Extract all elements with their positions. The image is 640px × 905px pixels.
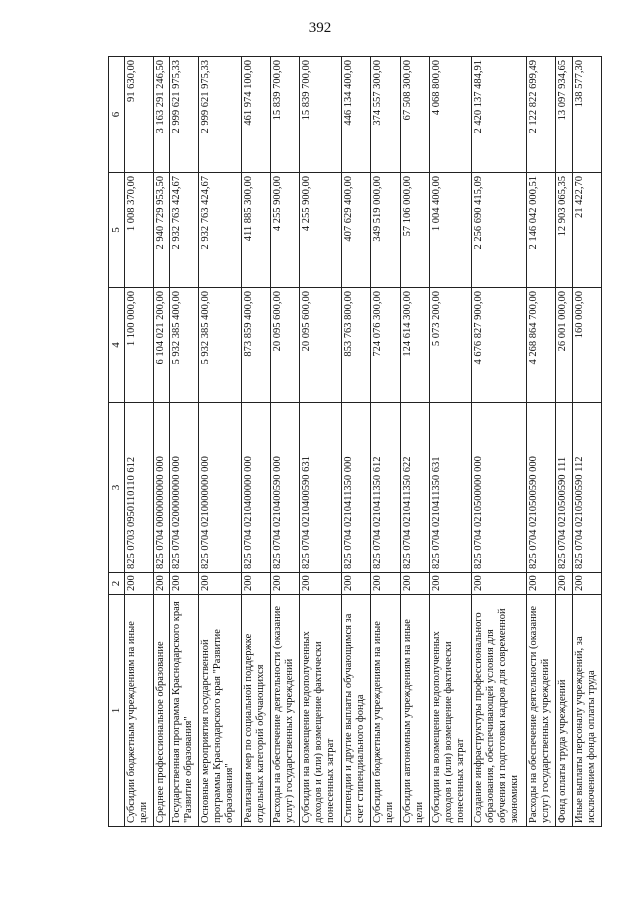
row-kind-cell: 200 <box>170 573 199 595</box>
row-rest-cell: 3 163 291 246,50 <box>153 57 169 173</box>
row-rest-cell: 2 999 621 975,33 <box>170 57 199 173</box>
row-kind-cell: 200 <box>241 573 270 595</box>
row-name-cell: Субсидии на возмещение недополученных доходов и (или) возмещение фактически понесенных затрат <box>429 595 471 827</box>
row-exec-cell: 12 903 065,35 <box>556 173 572 288</box>
row-kind-cell: 200 <box>429 573 471 595</box>
row-rest-cell: 374 557 300,00 <box>371 57 400 173</box>
row-rest-cell: 91 630,00 <box>124 57 153 173</box>
budget-table <box>108 56 602 827</box>
row-name-cell: Расходы на обеспечение деятельности (оказание услуг) государственных учреждений <box>270 595 299 827</box>
row-name-cell: Основные мероприятия государственной программы Краснодарского края "Развитие образования" <box>199 595 241 827</box>
row-name-cell: Стипендии и другие выплаты обучающимся за счет стипендиального фонда <box>342 595 371 827</box>
row-code-cell: 825 0704 0210000000 000 <box>199 403 241 573</box>
row-name-cell: Расходы на обеспечение деятельности (оказание услуг) государственных учреждений <box>527 595 556 827</box>
row-kind-cell: 200 <box>199 573 241 595</box>
row-name-cell: Субсидии автономным учреждениям на иные цели <box>400 595 429 827</box>
row-plan-cell: 4 676 827 900,00 <box>472 288 527 403</box>
row-exec-cell: 2 932 763 424,67 <box>199 173 241 288</box>
row-exec-cell: 411 885 300,00 <box>241 173 270 288</box>
row-code-cell: 825 0704 0210411350 622 <box>400 403 429 573</box>
row-rest-cell: 67 508 300,00 <box>400 57 429 173</box>
table-row <box>472 57 527 827</box>
row-code-cell: 825 0704 0210411350 000 <box>342 403 371 573</box>
row-plan-cell: 5 932 385 400,00 <box>170 288 199 403</box>
table-row <box>299 57 341 827</box>
table-row <box>199 57 241 827</box>
row-rest-cell: 15 839 700,00 <box>299 57 341 173</box>
row-code-cell: 825 0704 0210400000 000 <box>241 403 270 573</box>
row-exec-cell: 2 932 763 424,67 <box>170 173 199 288</box>
header-cell: 1 <box>109 595 125 827</box>
row-kind-cell: 200 <box>371 573 400 595</box>
row-exec-cell: 2 940 729 953,50 <box>153 173 169 288</box>
row-rest-cell: 461 974 100,00 <box>241 57 270 173</box>
table-row <box>241 57 270 827</box>
row-plan-cell: 4 268 864 700,00 <box>527 288 556 403</box>
table-row <box>371 57 400 827</box>
row-name-cell: Создание инфраструктуры профессионального образования, обеспечивающей условия для обучения и подготовки кадров для современной экономики <box>472 595 527 827</box>
row-kind-cell: 200 <box>556 573 572 595</box>
row-plan-cell: 873 859 400,00 <box>241 288 270 403</box>
row-name-cell: Среднее профессиональное образование <box>153 595 169 827</box>
row-code-cell: 825 0704 0210500000 000 <box>472 403 527 573</box>
header-row <box>109 57 125 827</box>
row-name-cell: Государственная программа Краснодарского края "Развитие образования" <box>170 595 199 827</box>
row-exec-cell: 57 106 000,00 <box>400 173 429 288</box>
table-row <box>556 57 572 827</box>
row-exec-cell: 1 008 370,00 <box>124 173 153 288</box>
row-kind-cell: 200 <box>527 573 556 595</box>
header-cell: 5 <box>109 173 125 288</box>
row-code-cell: 825 0703 0950110110 612 <box>124 403 153 573</box>
row-name-cell: Фонд оплаты труда учреждений <box>556 595 572 827</box>
row-rest-cell: 2 420 137 484,91 <box>472 57 527 173</box>
row-plan-cell: 160 000,00 <box>572 288 601 403</box>
table-row <box>572 57 601 827</box>
table-row <box>400 57 429 827</box>
row-plan-cell: 20 095 600,00 <box>270 288 299 403</box>
row-exec-cell: 4 255 900,00 <box>299 173 341 288</box>
row-code-cell: 825 0704 0210500590 111 <box>556 403 572 573</box>
row-name-cell: Иные выплаты персоналу учреждений, за исключением фонда оплаты труда <box>572 595 601 827</box>
row-code-cell: 825 0704 0210500590 112 <box>572 403 601 573</box>
row-kind-cell: 200 <box>472 573 527 595</box>
row-kind-cell: 200 <box>299 573 341 595</box>
header-cell: 2 <box>109 573 125 595</box>
row-name-cell: Субсидии бюджетным учреждениям на иные цели <box>124 595 153 827</box>
row-exec-cell: 1 004 400,00 <box>429 173 471 288</box>
rotated-table-container <box>108 57 602 827</box>
table-row <box>527 57 556 827</box>
header-cell: 4 <box>109 288 125 403</box>
row-plan-cell: 124 614 300,00 <box>400 288 429 403</box>
header-cell: 3 <box>109 403 125 573</box>
row-code-cell: 825 0704 0000000000 000 <box>153 403 169 573</box>
table-row <box>270 57 299 827</box>
row-plan-cell: 26 001 000,00 <box>556 288 572 403</box>
row-name-cell: Субсидии на возмещение недополученных доходов и (или) возмещение фактически понесенных затрат <box>299 595 341 827</box>
row-plan-cell: 5 932 385 400,00 <box>199 288 241 403</box>
row-rest-cell: 2 122 822 699,49 <box>527 57 556 173</box>
row-plan-cell: 724 076 300,00 <box>371 288 400 403</box>
row-kind-cell: 200 <box>124 573 153 595</box>
row-code-cell: 825 0704 0210411350 612 <box>371 403 400 573</box>
row-exec-cell: 349 519 000,00 <box>371 173 400 288</box>
page-number: 392 <box>308 20 332 36</box>
row-rest-cell: 446 134 400,00 <box>342 57 371 173</box>
row-name-cell: Субсидии бюджетным учреждениям на иные цели <box>371 595 400 827</box>
row-name-cell: Реализация мер по социальной поддержке отдельных категорий обучающихся <box>241 595 270 827</box>
row-code-cell: 825 0704 0210500590 000 <box>527 403 556 573</box>
row-kind-cell: 200 <box>270 573 299 595</box>
row-code-cell: 825 0704 0210400590 000 <box>270 403 299 573</box>
row-rest-cell: 2 999 621 975,33 <box>199 57 241 173</box>
row-exec-cell: 2 256 690 415,09 <box>472 173 527 288</box>
row-code-cell: 825 0704 0210411350 631 <box>429 403 471 573</box>
row-code-cell: 825 0704 0200000000 000 <box>170 403 199 573</box>
row-plan-cell: 5 073 200,00 <box>429 288 471 403</box>
row-exec-cell: 21 422,70 <box>572 173 601 288</box>
row-plan-cell: 20 095 600,00 <box>299 288 341 403</box>
row-kind-cell: 200 <box>153 573 169 595</box>
table-row <box>124 57 153 827</box>
row-exec-cell: 2 146 042 000,51 <box>527 173 556 288</box>
row-code-cell: 825 0704 0210400590 631 <box>299 403 341 573</box>
row-kind-cell: 200 <box>400 573 429 595</box>
row-rest-cell: 15 839 700,00 <box>270 57 299 173</box>
row-kind-cell: 200 <box>342 573 371 595</box>
row-rest-cell: 4 068 800,00 <box>429 57 471 173</box>
table-row <box>429 57 471 827</box>
header-cell: 6 <box>109 57 125 173</box>
row-exec-cell: 4 255 900,00 <box>270 173 299 288</box>
row-rest-cell: 138 577,30 <box>572 57 601 173</box>
row-exec-cell: 407 629 400,00 <box>342 173 371 288</box>
row-rest-cell: 13 097 934,65 <box>556 57 572 173</box>
table-row <box>170 57 199 827</box>
table-row <box>153 57 169 827</box>
row-plan-cell: 1 100 000,00 <box>124 288 153 403</box>
table-row <box>342 57 371 827</box>
row-plan-cell: 6 104 021 200,00 <box>153 288 169 403</box>
row-kind-cell: 200 <box>572 573 601 595</box>
row-plan-cell: 853 763 800,00 <box>342 288 371 403</box>
